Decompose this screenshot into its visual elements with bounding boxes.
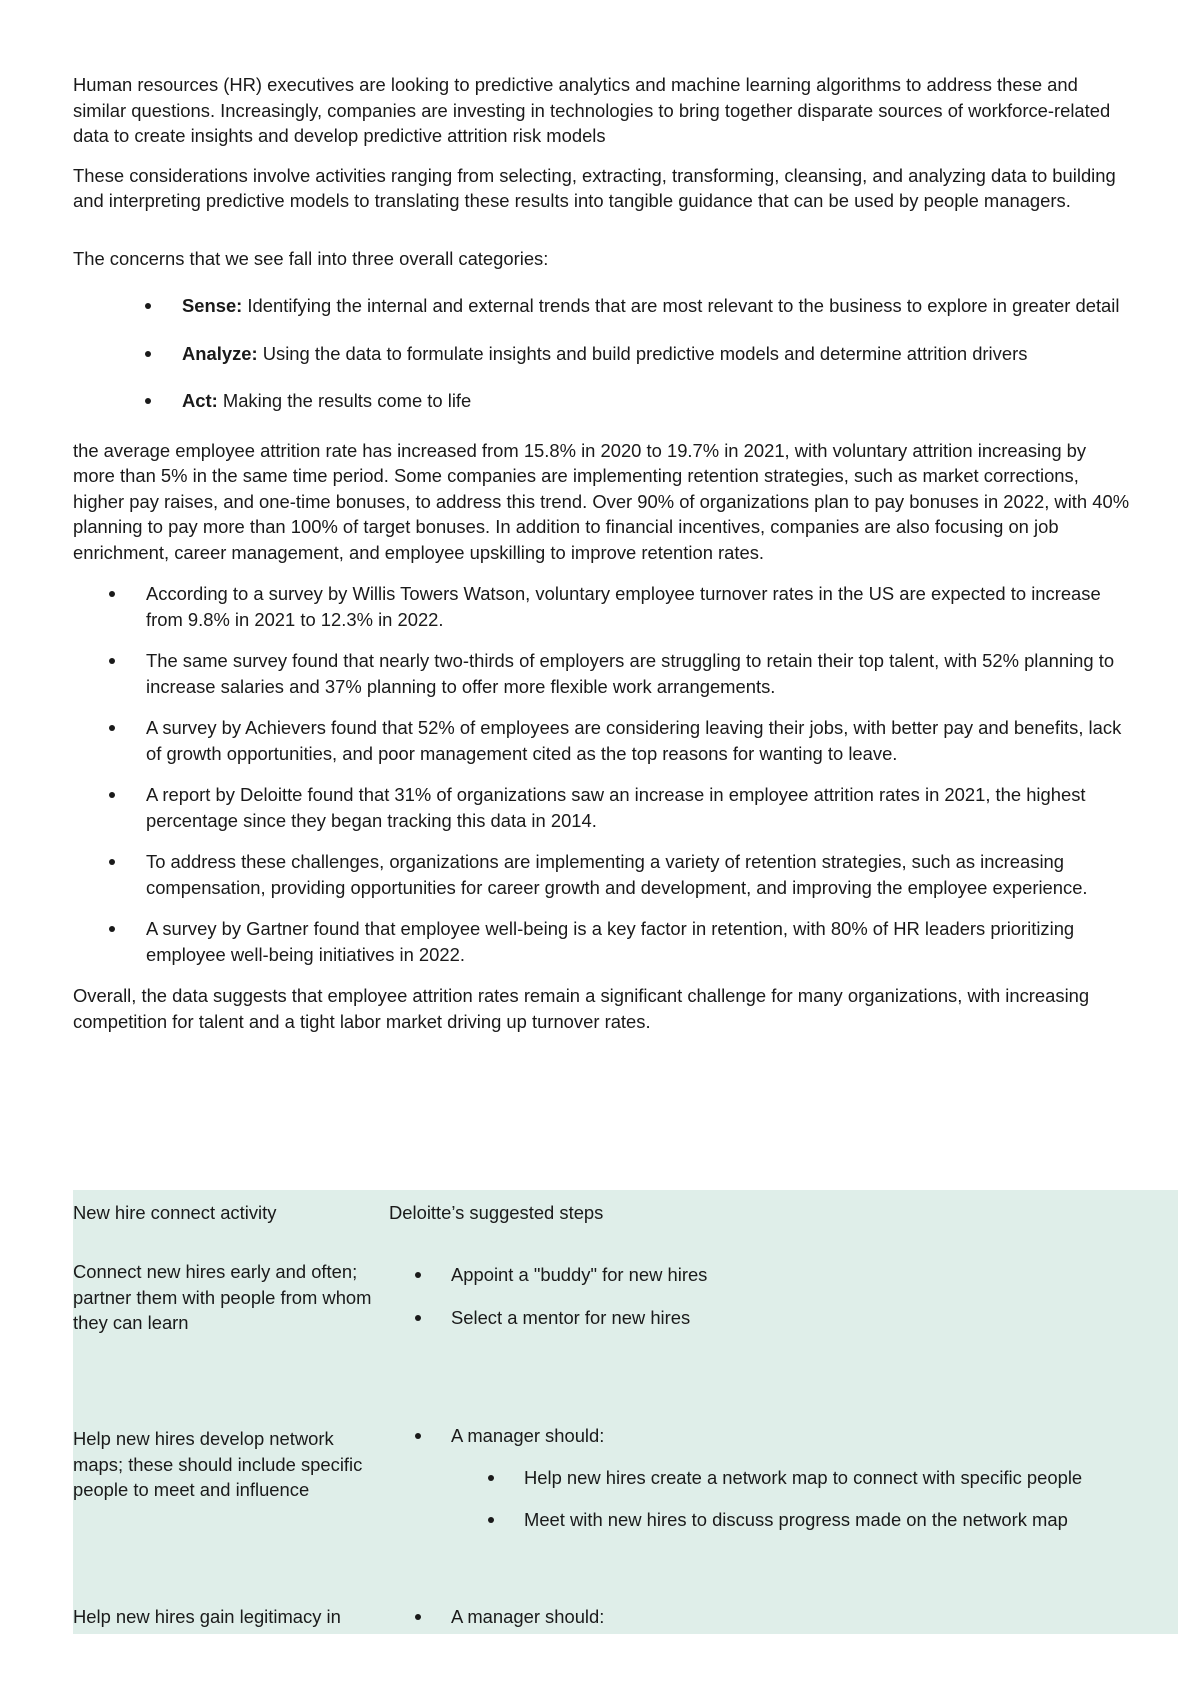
category-item-analyze — [182, 341, 1131, 367]
category-term: Analyze: — [182, 342, 258, 364]
list-item: Appoint a "buddy" for new hires — [451, 1262, 1169, 1288]
step-lead: A manager should: — [451, 1425, 605, 1446]
list-item: To address these challenges, organizations are implementing a variety of retention strategies, such as increasing compensation, providing opportunities for career growth and development, and improving the employee experience. — [146, 849, 1131, 900]
list-item: A manager should: — [451, 1604, 1169, 1630]
category-text: Identifying the internal and external trends that are most relevant to the business to explore in greater detail — [242, 295, 1120, 316]
stats-list — [73, 581, 1131, 967]
list-item: Select a mentor for new hires — [451, 1305, 1169, 1331]
steps-list — [451, 1423, 1169, 1533]
list-item: A report by Deloitte found that 31% of organizations saw an increase in employee attrition rates in 2021, the highest percentage since they began tracking this data in 2014. — [146, 782, 1131, 833]
list-item: A survey by Gartner found that employee well-being is a key factor in retention, with 80% of HR leaders prioritizing employee well-being initiatives in 2022. — [146, 916, 1131, 967]
conclusion-paragraph: Overall, the data suggests that employee attrition rates remain a significant challenge for many organizations, with increasing competition for talent and a tight labor market driving up turnover rates. — [73, 985, 1090, 1032]
list-item: Meet with new hires to discuss progress made on the network map — [524, 1507, 1169, 1533]
category-item-sense — [182, 293, 1131, 319]
row-steps — [389, 1604, 1169, 1647]
document-body — [73, 72, 1131, 1034]
category-term: Act: — [182, 390, 218, 411]
row-activity: Help new hires develop network maps; these should include specific people to meet and influence — [73, 1428, 363, 1500]
steps-list — [451, 1604, 1169, 1630]
intro-paragraph-1: Human resources (HR) executives are looking to predictive analytics and machine learning algorithms to address these and similar questions. Increasingly, companies are investing in technologies to bring together disparate sources of workforce-related data to create insights and develop predictive attrition risk models — [73, 74, 1111, 146]
list-item: A survey by Achievers found that 52% of employees are considering leaving their jobs, with better pay and benefits, lack of growth opportunities, and poor management cited as the top reasons for wanting to leave. — [146, 715, 1131, 766]
list-item: The same survey found that nearly two-thirds of employers are struggling to retain their top talent, with 52% planning to increase salaries and 37% planning to offer more flexible work arrangements. — [146, 648, 1131, 699]
intro-paragraph-2: These considerations involve activities ranging from selecting, extracting, transforming, cleansing, and analyzing data to building and interpreting predictive models to translating these results into tangible guidance that can be used by people managers. — [73, 164, 1116, 211]
new-hire-table — [73, 1190, 1178, 1634]
substeps-list — [524, 1465, 1169, 1533]
attrition-paragraph: the average employee attrition rate has increased from 15.8% in 2020 to 19.7% in 2021, with voluntary attrition increasing by more than 5% in the same time period. Some companies are implementing retention strategies, such as market corrections, higher pay raises, and one-time bonuses, to address this trend. Over 90% of organizations plan to pay bonuses in 2022, with 40% planning to pay more than 100% of target bonuses. In addition to financial incentives, companies are also focusing on job enrichment, career management, and employee upskilling to improve retention rates. — [73, 439, 1130, 563]
category-list — [73, 293, 1131, 414]
row-steps — [389, 1426, 1169, 1550]
header-activity: New hire connect activity — [73, 1202, 277, 1223]
row-activity: Help new hires gain legitimacy in — [73, 1606, 341, 1627]
list-item: Help new hires create a network map to connect with specific people — [524, 1465, 1169, 1491]
list-item — [451, 1423, 1169, 1533]
header-steps: Deloitte’s suggested steps — [389, 1202, 604, 1223]
category-text: Making the results come to life — [217, 390, 472, 411]
category-item-act — [182, 388, 1131, 414]
steps-list — [451, 1262, 1169, 1330]
category-term: Sense: — [182, 295, 243, 316]
row-steps — [389, 1259, 1169, 1347]
intro-paragraph-3: The concerns that we see fall into three overall categories: — [73, 247, 549, 269]
list-item: According to a survey by Willis Towers Watson, voluntary employee turnover rates in the US are expected to increase from 9.8% in 2021 to 12.3% in 2022. — [146, 581, 1131, 632]
category-text: Using the data to formulate insights and build predictive models and determine attrition drivers — [257, 342, 1028, 364]
row-activity: Connect new hires early and often; partner them with people from whom they can learn — [73, 1261, 372, 1333]
